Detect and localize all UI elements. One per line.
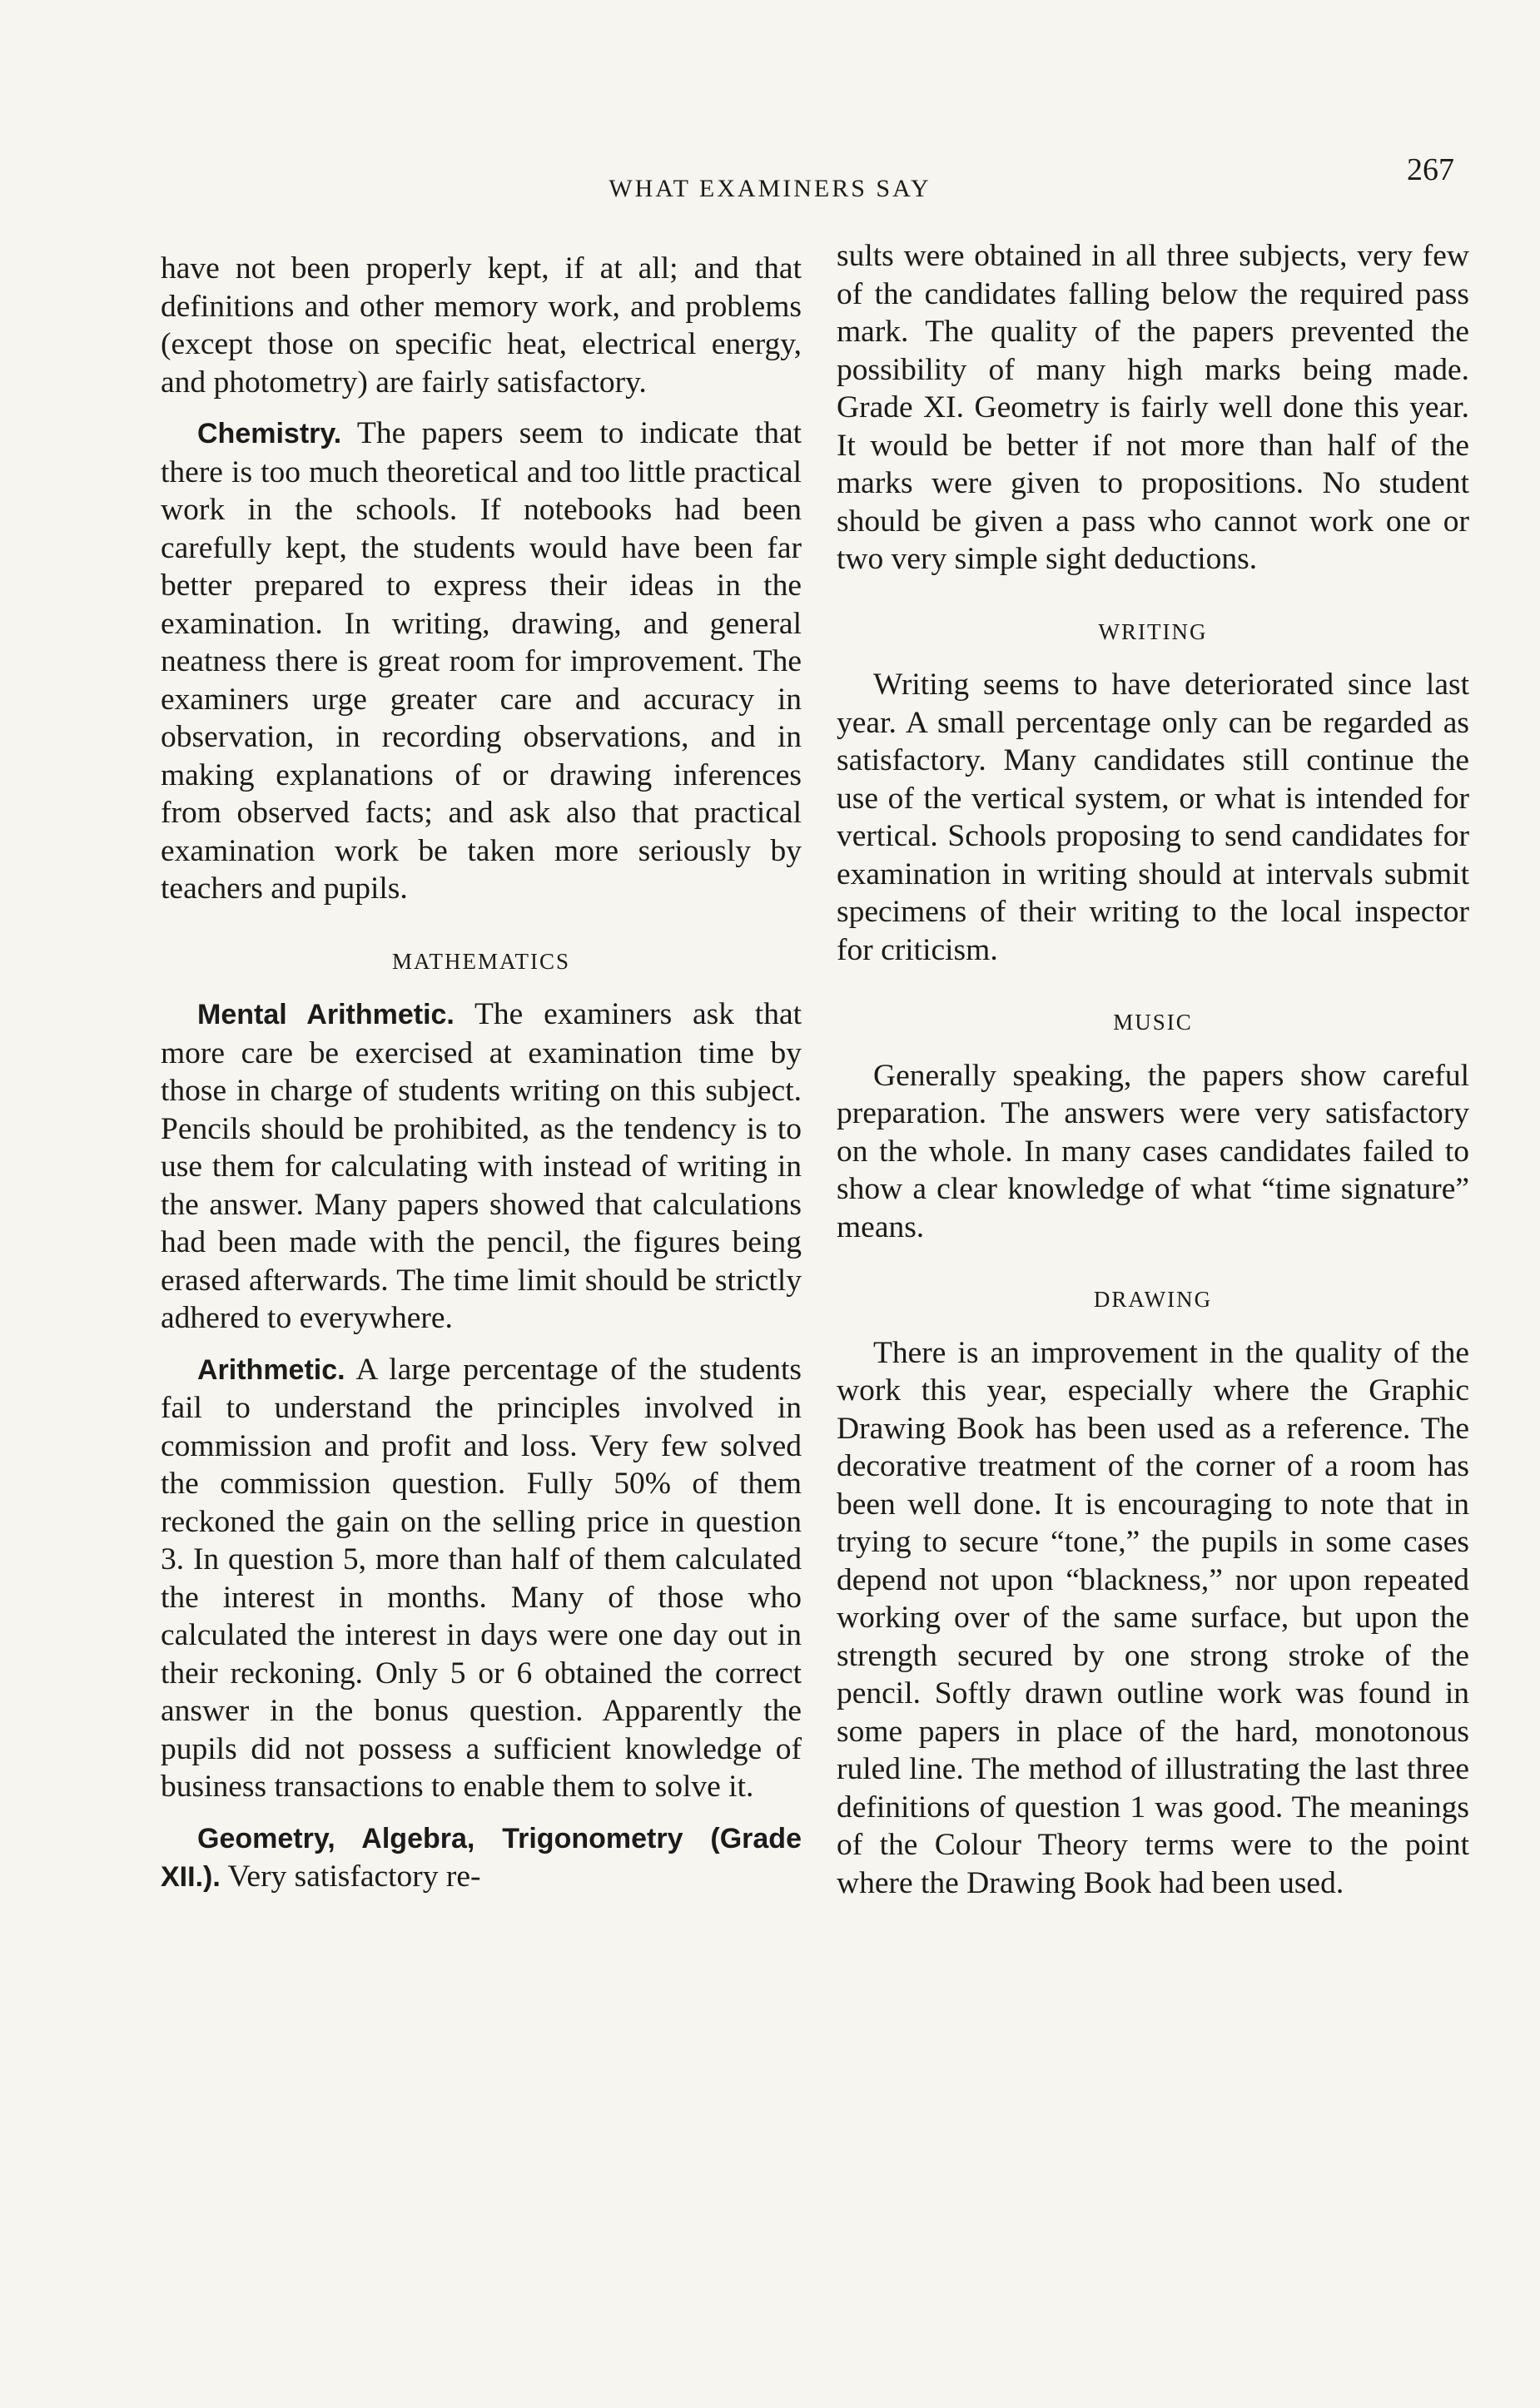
left-column [161,250,802,1910]
geometry-text: Very satisfactory re- [227,1859,481,1894]
drawing-paragraph: There is an improvement in the quality of the work this year, especially where the Graphic Drawing Book has been used as a reference. The decorative treatment of the corner of a room has been well done. It is encouraging to note that in trying to secure “tone,” the pupils in some cases depend not upon “blackness,” nor upon repeated working over of the same surface, but upon the strength secured by one strong stroke of the pencil. Softly drawn outline work was found in some papers in place of the hard, monotonous ruled line. The method of illustrating the last three definitions of question 1 was good. The meanings of the Colour Theory terms were to the point where the Drawing Book had been used. [837,1335,1469,1900]
geometry-lead: Geometry, Algebra, Trigonometry (Grade XII.). [161,1822,802,1893]
chemistry-paragraph [161,415,802,908]
music-paragraph: Generally speaking, the papers show careful preparation. The answers were very satisfactory on the whole. In many cases candidates failed to show a clear knowledge of what “time signature” means. [837,1058,1469,1244]
geometry-paragraph [161,1820,802,1897]
chemistry-lead: Chemistry. [197,418,342,449]
mental-arithmetic-paragraph [161,995,802,1338]
running-head: WHAT EXAMINERS SAY [609,175,931,202]
mental-arithmetic-text: The examiners ask that more care be exercised at examination time by those in charge of students writing on this subject. Pencils should be prohibited, as the tendency is to use them for calculating with instead of writing in the answer. Many papers showed that calculations had been made with the pencil, the figures being erased afterwards. The time limit should be strictly adhered to everywhere. [161,997,802,1335]
mental-arithmetic-lead: Mental Arithmetic. [197,999,455,1030]
arithmetic-text: A large percentage of the students fail to understand the principles involved in commission and profit and loss. Very few solved the commission question. Fully 50% of them reckoned the gain on the selling price in question 3. In question 5, more than half of them calculated the interest in months. Many of those who calculated the interest in days were one day out in their reckoning. Only 5 or 6 obtained the correct answer in the bonus question. Apparently the pupils did not possess a sufficient knowledge of business transactions to enable them to solve it. [161,1352,802,1804]
music-heading: MUSIC [1113,1010,1193,1035]
writing-heading: WRITING [1098,618,1208,644]
writing-paragraph: Writing seems to have deteriorated since last year. A small percentage only can be regarded as satisfactory. Many candidates still continue the use of the vertical system, or what is intended for vertical. Schools proposing to send candidates for examination in writing should at intervals submit specimens of their writing to the local inspector for criticism. [837,668,1469,967]
arithmetic-paragraph [161,1351,802,1806]
mathematics-heading: MATHEMATICS [391,948,571,974]
chemistry-text: The papers seem to indicate that there is too much theoretical and too little practical work in the schools. If notebooks had been carefully kept, the students would have been far better prepared to express their ideas in the examination. In writing, drawing, and general neatness there is great room for improvement. The examiners urge greater care and accuracy in observation, in recording observations, and in making explanations of or drawing inferences from observed facts; and ask also that practical examination work be taken more seriously by teachers and pupils. [161,416,802,906]
right-column [837,237,1469,1915]
arithmetic-lead: Arithmetic. [197,1353,345,1386]
page-number: 267 [1407,152,1454,187]
geometry-continuation: sults were obtained in all three subjects, very few of the candidates falling below the required pass mark. The quality of the papers prevented the possibility of many high marks being made. Grade XI. Geometry is fairly well done this year. It would be better if not more than half of the marks were given to propositions. No student should be given a pass who cannot work one or two very simple sight deductions. [837,239,1469,576]
physics-continuation: have not been properly kept, if at all; and that definitions and other memory work, and problems (except those on specific heat, electrical energy, and photometry) are fairly satisfactory. [161,251,802,400]
drawing-heading: DRAWING [1093,1287,1213,1312]
